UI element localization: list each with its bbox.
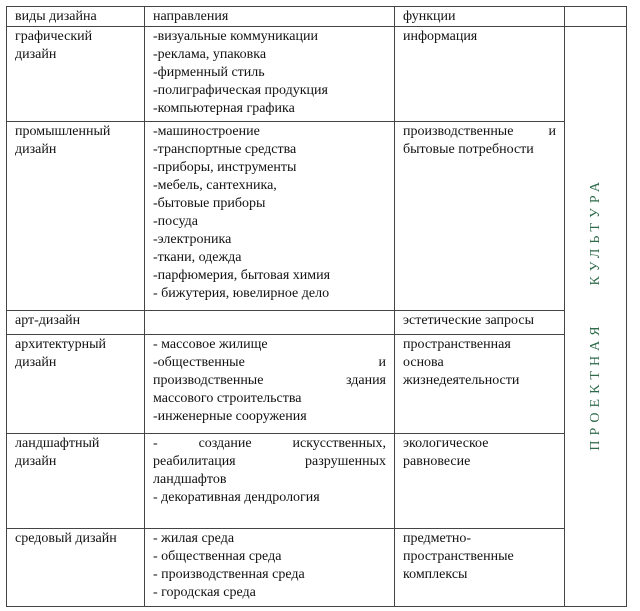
functions-cell: эстетические запросы: [395, 311, 565, 335]
directions-cell: -машиностроение -транспортные средства -приборы, инструменты -мебель, сантехника, -бытовые приборы -посуда -электроника -ткани, одежда -парфюмерия, бытовая химия - бижутерия, ювелирное дело: [145, 122, 395, 311]
type-cell: графический дизайн: [7, 27, 145, 122]
directions-cell: - жилая среда - общественная среда - производственная среда - городская среда: [145, 529, 395, 607]
design-types-table: [6, 6, 627, 607]
functions-cell: предметно- пространственные комплексы: [395, 529, 565, 607]
type-cell: архитектурный дизайн: [7, 335, 145, 434]
header-types: виды дизайна: [7, 7, 145, 27]
header-functions: функции: [395, 7, 565, 27]
table-row: [7, 27, 627, 122]
functions-cell: информация: [395, 27, 565, 122]
side-label: ПРОЕКТНАЯКУЛЬТУРА: [587, 176, 603, 451]
functions-cell: производственные и бытовые потребности: [395, 122, 565, 311]
functions-cell: пространственная основа жизнедеятельности: [395, 335, 565, 434]
directions-cell: [145, 311, 395, 335]
header-directions: направления: [145, 7, 395, 27]
type-cell: промышленный дизайн: [7, 122, 145, 311]
header-empty-cell: [565, 7, 627, 27]
table-row: [7, 311, 627, 335]
directions-cell: -визуальные коммуникации -реклама, упаковка -фирменный стиль -полиграфическая продукция -компьютерная графика: [145, 27, 395, 122]
directions-cell: - создание искусственных, реабилитация разрушенных ландшафтов - декоративная дендрология: [145, 434, 395, 529]
type-cell: средовый дизайн: [7, 529, 145, 607]
table-row: [7, 335, 627, 434]
table-row: [7, 529, 627, 607]
type-cell: арт-дизайн: [7, 311, 145, 335]
type-cell: ландшафтный дизайн: [7, 434, 145, 529]
table-row: [7, 434, 627, 529]
side-label-cell: [565, 27, 627, 607]
directions-cell: - массовое жилище -общественные и производственные здания массового строительства -инженерные сооружения: [145, 335, 395, 434]
functions-cell: экологическое равновесие: [395, 434, 565, 529]
table-row: [7, 122, 627, 311]
header-row: [7, 7, 627, 27]
